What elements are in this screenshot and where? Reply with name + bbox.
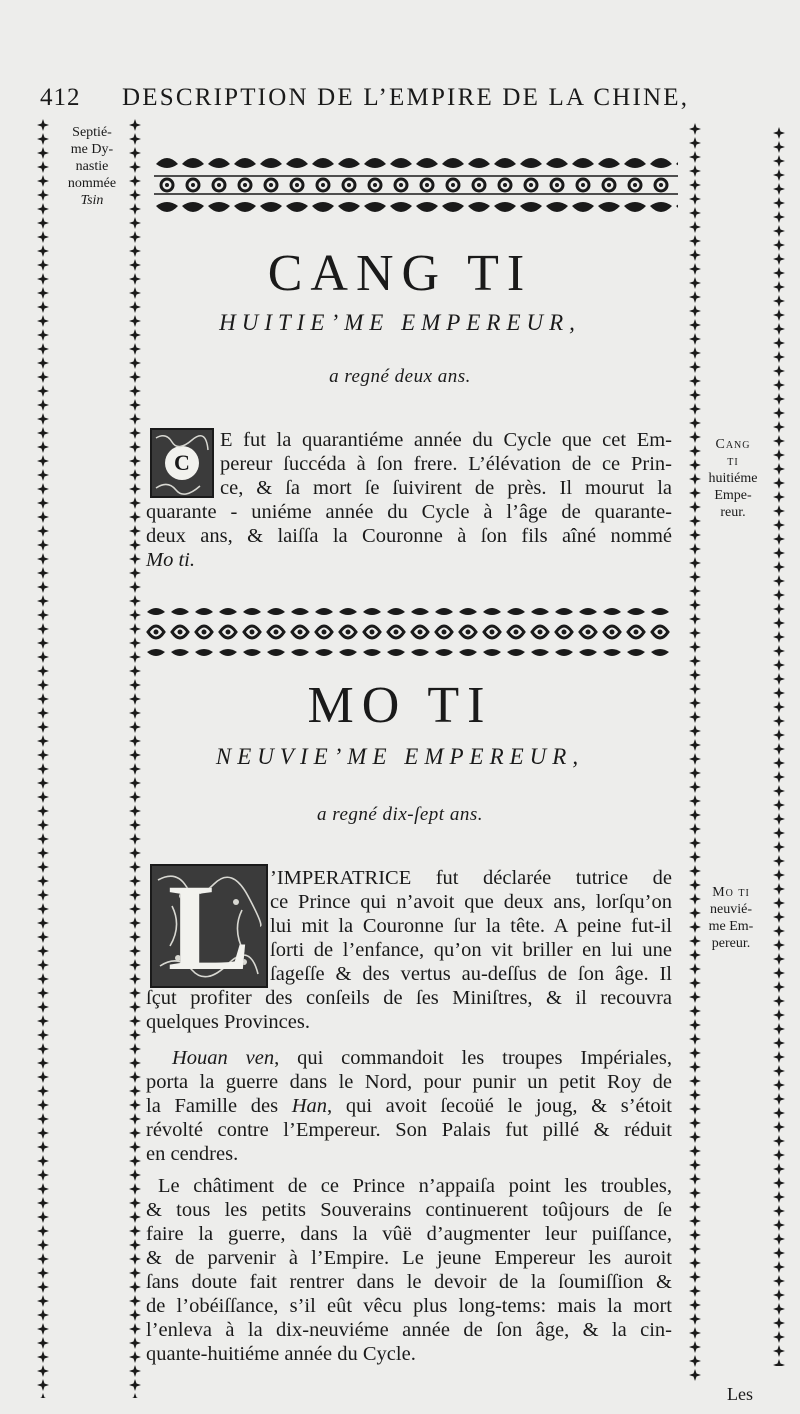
emperor-title-cang-ti: CANG TI — [267, 245, 533, 302]
reign-mo-ti: a regné dix-ſept ans. — [317, 804, 483, 825]
margin-note-cang-ti: Cang ti huitiéme Empe- reur. — [708, 437, 758, 520]
emperor-subtitle-huitieme: HUITIE’ME EMPEREUR, — [219, 310, 581, 335]
paragraph-cang-ti-b: quarante - uniéme année du Cycle à l’âge de quarante- deux ans, & laiſſa la Couronne à ſon fils aîné nommé Mo ti. — [146, 501, 672, 571]
drop-cap-c: C — [150, 428, 214, 498]
margin-note-mo-ti: Mo ti neuvié- me Em- pereur. — [708, 885, 754, 951]
ornament-band-top — [154, 154, 678, 216]
paragraph-mo-ti-a: ’IMPERATRICE fut déclarée tutrice de ce Prince qui n’avoit que deux ans, lorſqu’on lui mit la Couronne ſur la tête. A peine fut-il ſorti de l’enfance, qu’on vit briller en lui une ſageſſe & des vertus au-deſſus de ſon âge. Il — [270, 867, 672, 985]
running-head — [40, 84, 730, 120]
paragraph-cang-ti-a: E fut la quarantiéme année du Cycle que cet Em- pereur ſuccéda à ſon frere. L’élévation de ce Prin- ce, & ſa mort ſe ſuivirent de près. Il mourut la — [220, 429, 672, 499]
emperor-subtitle-neuvieme: NEUVIE’ME EMPEREUR, — [215, 744, 585, 769]
ornament-band-middle — [144, 604, 672, 660]
paragraph-houan-ven: Houan ven, qui commandoit les troupes Impériales, porta la guerre dans le Nord, pour punir un petit Roy de la Famille des Han, qui avoit ſecoüé le joug, & s’étoit révolté contre l’Empereur. Son Palais fut pillé & réduit en cendres. — [146, 1047, 672, 1165]
drop-cap-l: L — [150, 864, 268, 988]
running-title: DESCRIPTION DE L’EMPIRE DE LA CHINE, — [122, 84, 690, 111]
reign-cang-ti: a regné deux ans. — [329, 366, 471, 387]
paragraph-chatiment: Le châtiment de ce Prince n’appaiſa point les troubles, & tous les petits Souverains continuerent toûjours de ſe faire la guerre, dans la vûë d’augmenter leur puiſſance, & de parvenir à l’Empire. Le jeune Empereur les auroit ſans doute fait rentrer dans le devoir de la ſoumiſſion & de l’obéiſſance, s’il eût vêcu plus long-tems: mais la mort l’enleva à la dix-neuviéme année de ſon âge, & la cin- quante-huitiéme année du Cycle. — [146, 1175, 672, 1365]
paragraph-mo-ti-b: ſçut profiter des conſeils de ſes Miniſtres, & il recouvra quelques Provinces. — [146, 987, 672, 1033]
page-number: 412 — [40, 84, 81, 111]
catchword: Les — [727, 1384, 753, 1404]
margin-note-dynasty: Septié- me Dy- nastie nommée Tsin — [67, 125, 117, 208]
emperor-title-mo-ti: MO TI — [307, 677, 493, 734]
